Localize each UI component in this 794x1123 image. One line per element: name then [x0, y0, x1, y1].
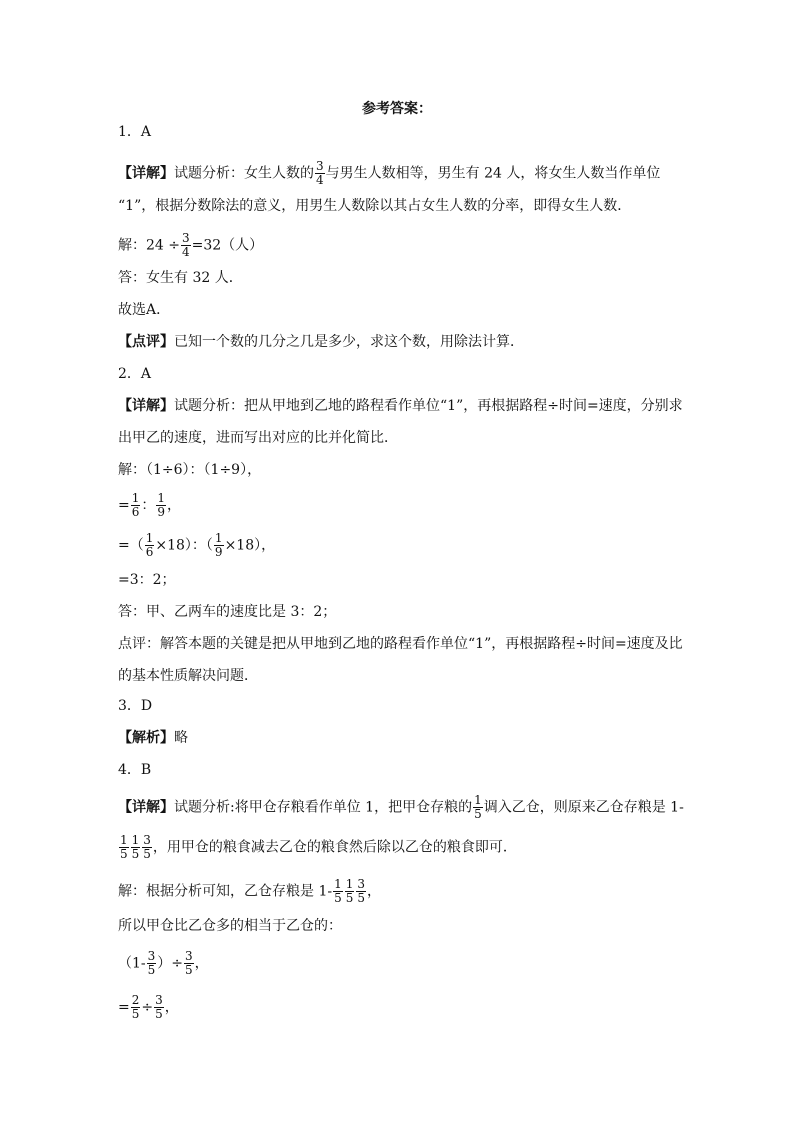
- fraction: $\frac{2}{5}$: [131, 993, 140, 1021]
- q4-detail-line1: 【详解】试题分析:将甲仓存粮看作单位 1，把甲仓存粮的 $\frac{1}{5}$ 调入乙仓，则原来乙仓存粮是 1-: [118, 793, 684, 821]
- fraction: $\frac{1}{5}$: [334, 877, 342, 905]
- q4-number: 4．B: [118, 762, 152, 778]
- q1-answer: 答：女生有 32 人．: [118, 270, 243, 286]
- q4-detail-line2: $\frac{1}{5}$ $\frac{1}{5}$ $\frac{3}{5}$ ，用甲仓的粮食减去乙仓的粮食然后除以乙仓的粮食即可．: [120, 833, 517, 861]
- q1-comment: 【点评】已知一个数的几分之几是多少，求这个数，用除法计算．: [118, 334, 524, 350]
- fraction: $\frac{3}{5}$: [143, 833, 151, 861]
- q1-detail-tag: 【详解】: [118, 165, 174, 182]
- fraction: $\frac{1}{9}$: [157, 491, 166, 519]
- q4-expr-step1: （1- $\frac{3}{5}$ ）÷ $\frac{3}{5}$ ，: [118, 949, 209, 977]
- q1-detail-line2: “1”，根据分数除法的意义，用男生人数除以其占女生人数的分率，即得女生人数．: [118, 198, 632, 214]
- fraction: $\frac{3}{5}$: [147, 949, 156, 977]
- q2-answer: 答：甲、乙两车的速度比是 3：2；: [118, 604, 337, 620]
- fraction: $\frac{1}{9}$: [214, 531, 223, 559]
- q2-detail-line1: 【详解】试题分析：把从甲地到乙地的路程看作单位“1”，再根据路程÷时间=速度，分别求: [118, 398, 683, 414]
- fraction: $\frac{3}{5}$: [185, 949, 193, 977]
- q1-detail-text-b: 与男生人数相等，男生有 24 人，将女生人数当作单位: [325, 165, 661, 182]
- q2-detail-line2: 出甲乙的速度，进而写出对应的比并化简比．: [118, 430, 398, 446]
- fraction: $\frac{1}{6}$: [145, 531, 154, 559]
- q1-detail-text-a: 试题分析：女生人数的: [174, 165, 314, 182]
- q4-expr-step2: = $\frac{2}{5}$ ÷ $\frac{3}{5}$ ，: [118, 993, 179, 1021]
- fraction: $\frac{3}{4}$: [316, 159, 324, 187]
- fraction: $\frac{1}{5}$: [345, 877, 354, 905]
- q2-solution-step2: = $\frac{1}{6}$ ： $\frac{1}{9}$ ，: [118, 491, 182, 519]
- q4-solution: 解：根据分析可知，乙仓存粮是 1- $\frac{1}{5}$ $\frac{1}{5}$ $\frac{3}{5}$ ，: [118, 877, 382, 905]
- q2-solution-step3: =（ $\frac{1}{6}$ ×18）：（ $\frac{1}{9}$ ×18），: [118, 531, 276, 559]
- fraction: $\frac{1}{5}$: [120, 833, 128, 861]
- fraction: $\frac{1}{5}$: [474, 793, 482, 821]
- q1-solution: 解：24 ÷ $\frac{3}{4}$ =32（人）: [118, 231, 264, 259]
- q2-comment-line1: 点评：解答本题的关键是把从甲地到乙地的路程看作单位“1”，再根据路程÷时间=速度及比: [118, 636, 683, 652]
- q1-detail-line1: [118, 160, 660, 187]
- q2-solution-step1: 解：（1÷6）：（1÷9），: [118, 462, 262, 478]
- q3-analysis: 【解析】略: [118, 730, 188, 746]
- fraction: $\frac{3}{5}$: [357, 877, 366, 905]
- q4-so-text: 所以甲仓比乙仓多的相当于乙仓的：: [118, 918, 342, 934]
- q1-number: 1．A: [118, 124, 152, 140]
- q2-number: 2．A: [118, 366, 152, 382]
- q2-comment-line2: 的基本性质解决问题．: [118, 668, 258, 684]
- q1-choice: 故选A．: [118, 302, 171, 318]
- fraction: $\frac{1}{5}$: [131, 833, 140, 861]
- q3-number: 3．D: [118, 698, 153, 714]
- fraction: $\frac{1}{6}$: [131, 491, 140, 519]
- fraction: $\frac{3}{5}$: [155, 993, 163, 1021]
- page-title: 参考答案：: [362, 101, 432, 117]
- q2-solution-step4: =3：2；: [118, 572, 176, 588]
- fraction: $\frac{3}{4}$: [182, 231, 190, 259]
